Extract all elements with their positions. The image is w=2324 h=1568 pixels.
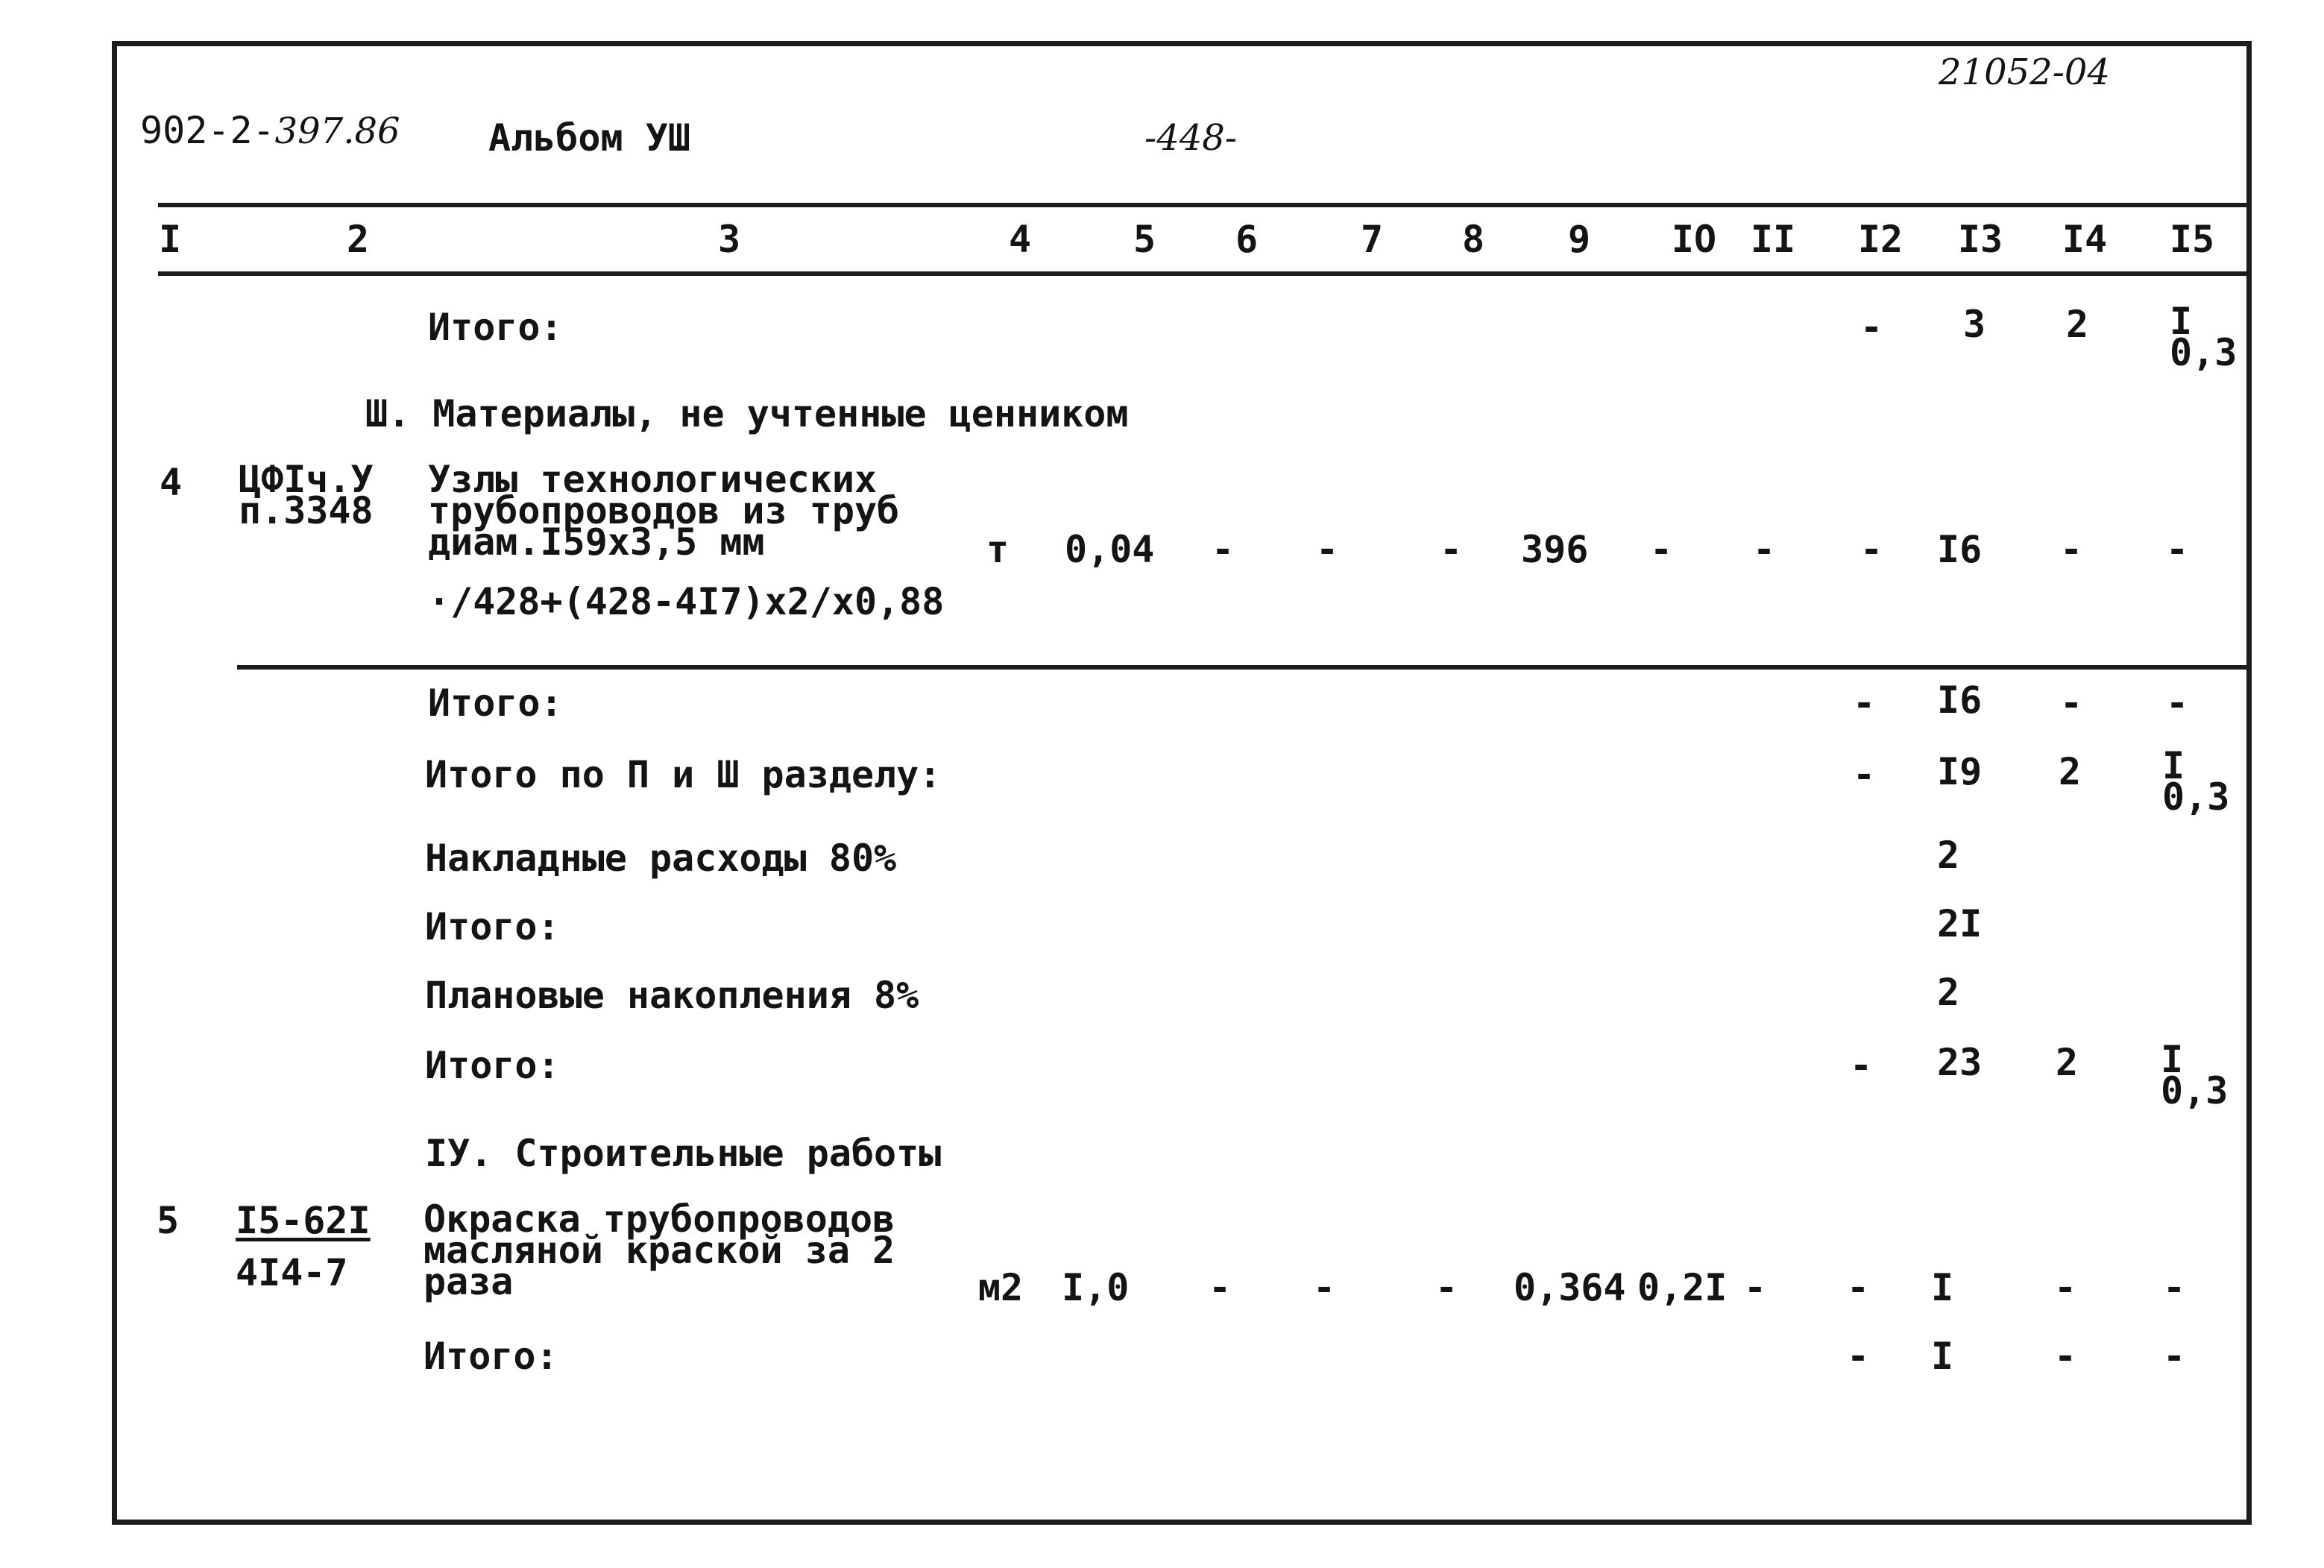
cell-col13: 3: [1962, 303, 1986, 346]
cell-col9: 0,364: [1514, 1266, 1626, 1309]
item-description: Окраска трубопроводов масляной краской за 2 раза: [423, 1197, 895, 1303]
item-number: 4: [160, 461, 183, 504]
row-label: Итого:: [423, 1335, 558, 1378]
col-header-3: 3: [717, 218, 741, 261]
header-bottom-rule: [158, 271, 2250, 276]
header-top-rule: [158, 203, 2250, 207]
cell-col15: -: [2165, 681, 2189, 725]
cell-col12: -: [1846, 1335, 1870, 1378]
doc-code-prefix: 902-2-: [140, 109, 275, 152]
row-label: Накладные расходы 80%: [425, 837, 897, 880]
cell-col14: -: [2059, 528, 2083, 571]
cell-col6: -: [1211, 528, 1235, 571]
row-label: Итого:: [428, 306, 563, 349]
cell-qty: 0,04: [1065, 528, 1155, 571]
cell-col15: -: [2162, 1335, 2186, 1378]
cell-unit: т: [986, 528, 1010, 571]
cell-col13: I9: [1937, 750, 1983, 793]
cell-col11: -: [1752, 528, 1776, 571]
cell-col15: I 0,3: [2161, 1038, 2229, 1112]
cell-col9: 396: [1521, 528, 1589, 571]
doc-code: [140, 109, 400, 152]
cell-col7: -: [1312, 1266, 1336, 1309]
cell-col13: 23: [1937, 1041, 1983, 1084]
col-header-1: I: [158, 218, 182, 261]
margin-mark: [112, 641, 117, 790]
cell-col7: -: [1315, 528, 1339, 571]
cell-col15: -: [2165, 528, 2189, 571]
col-header-11: II: [1750, 218, 1796, 261]
col-header-4: 4: [1008, 218, 1032, 261]
row-label: Плановые накопления 8%: [425, 974, 919, 1017]
cell-col13: I6: [1937, 678, 1983, 722]
item-formula: ·/428+(428-4I7)х2/х0,88: [428, 580, 945, 623]
cell-col13: 2: [1937, 971, 1960, 1014]
cell-col15: -: [2162, 1266, 2186, 1309]
cell-col13: 2: [1937, 834, 1960, 877]
doc-code-handwritten: 397.86: [274, 110, 400, 152]
cell-col12: -: [1859, 306, 1883, 349]
section-heading: Ш. Материалы, не учтенные ценником: [365, 392, 1129, 435]
cell-col12: -: [1859, 528, 1883, 571]
item-code: ЦФIч.У п.3348: [239, 458, 374, 532]
cell-col11: -: [1743, 1266, 1767, 1309]
cell-col12: -: [1852, 753, 1876, 796]
item-code-secondary: 4I4-7: [236, 1251, 348, 1294]
cell-col8: -: [1439, 528, 1463, 571]
cell-col14: -: [2059, 681, 2083, 725]
cell-col15: I 0,3: [2162, 744, 2230, 819]
cell-col13: I6: [1937, 528, 1983, 571]
cell-qty: I,0: [1062, 1266, 1130, 1309]
cell-col10: -: [1649, 528, 1673, 571]
col-header-9: 9: [1567, 218, 1591, 261]
cell-col13: 2I: [1937, 902, 1983, 945]
cell-col14: 2: [2065, 303, 2089, 346]
cell-col15: I 0,3: [2170, 300, 2238, 374]
cell-col8: -: [1435, 1266, 1458, 1309]
cell-col6: -: [1208, 1266, 1232, 1309]
item-code: I5-62I: [236, 1199, 371, 1242]
row-label: Итого:: [425, 1044, 560, 1087]
col-header-12: I2: [1857, 218, 1903, 261]
row-label: Итого:: [425, 905, 560, 948]
cell-col12: -: [1846, 1266, 1870, 1309]
cell-col14: -: [2053, 1266, 2077, 1309]
col-header-5: 5: [1133, 218, 1156, 261]
album-label: Альбом УШ: [488, 116, 690, 160]
section-rule: [237, 665, 2250, 670]
col-header-10: IO: [1671, 218, 1717, 261]
cell-col12: -: [1849, 1044, 1873, 1087]
cell-col13: I: [1931, 1266, 1954, 1309]
cell-col14: 2: [2055, 1041, 2079, 1084]
item-number: 5: [157, 1199, 180, 1242]
row-label: Итого по П и Ш разделу:: [425, 753, 942, 796]
col-header-8: 8: [1461, 218, 1485, 261]
col-header-2: 2: [346, 218, 370, 261]
col-header-15: I5: [2169, 218, 2215, 261]
cell-col12: -: [1852, 681, 1876, 725]
col-header-14: I4: [2062, 218, 2108, 261]
cell-col14: -: [2053, 1335, 2077, 1378]
inventory-number: 21052-04: [1939, 51, 2110, 93]
cell-unit: м2: [977, 1266, 1024, 1309]
row-label: Итого:: [428, 681, 563, 725]
section-heading: IУ. Строительные работы: [425, 1132, 942, 1175]
cell-col10: 0,2I: [1637, 1266, 1728, 1309]
col-header-7: 7: [1360, 218, 1384, 261]
col-header-13: I3: [1957, 218, 2003, 261]
col-header-6: 6: [1235, 218, 1259, 261]
cell-col14: 2: [2058, 750, 2082, 793]
item-description: Узлы технологических трубопроводов из труб диам.I59х3,5 мм: [428, 458, 900, 564]
page-number: -448-: [1144, 117, 1238, 159]
cell-col13: I: [1931, 1335, 1954, 1378]
